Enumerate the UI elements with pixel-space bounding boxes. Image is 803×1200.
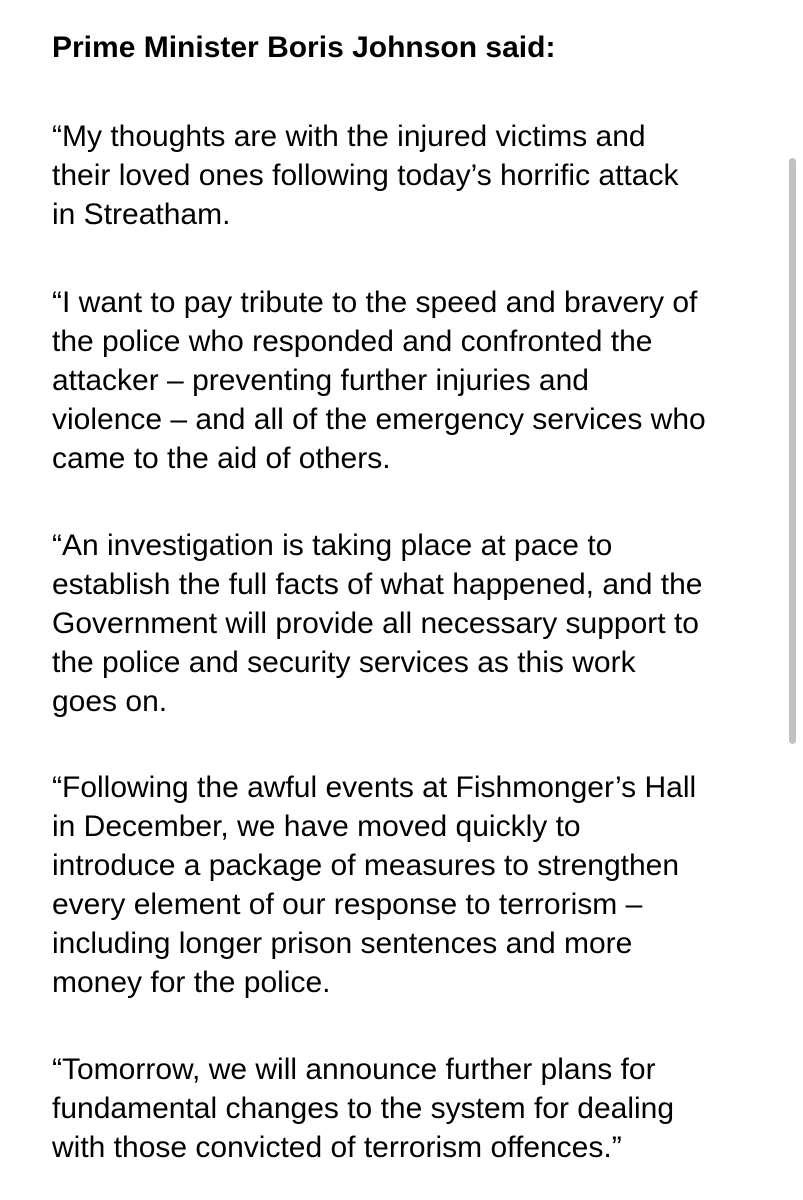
text-line: fundamental changes to the system for dealing xyxy=(52,1092,675,1125)
statement-paragraph-1 xyxy=(52,117,782,234)
statement-paragraph-2 xyxy=(52,283,782,478)
statement-paragraph-5 xyxy=(52,1050,782,1167)
text-line: “Following the awful events at Fishmonger’s Hall xyxy=(52,771,697,804)
text-line: in Streatham. xyxy=(52,198,231,231)
statement-heading: Prime Minister Boris Johnson said: xyxy=(52,31,556,64)
text-line: Government will provide all necessary support to xyxy=(52,607,699,640)
text-line: “An investigation is taking place at pace to xyxy=(52,529,613,562)
text-line: every element of our response to terrorism – xyxy=(52,888,643,921)
text-line: with those convicted of terrorism offences.” xyxy=(52,1131,622,1164)
vertical-scrollbar[interactable] xyxy=(789,158,796,744)
text-line: their loved ones following today’s horrific attack xyxy=(52,159,679,192)
text-line: in December, we have moved quickly to xyxy=(52,810,581,843)
text-line: goes on. xyxy=(52,685,168,718)
text-line: money for the police. xyxy=(52,966,331,999)
text-line: violence – and all of the emergency services who xyxy=(52,403,706,436)
text-line: the police who responded and confronted the xyxy=(52,325,653,358)
text-line: “My thoughts are with the injured victims and xyxy=(52,120,646,153)
text-line: establish the full facts of what happened, and the xyxy=(52,568,703,601)
text-line: the police and security services as this work xyxy=(52,646,636,679)
text-line: “I want to pay tribute to the speed and bravery of xyxy=(52,286,698,319)
text-line: introduce a package of measures to strengthen xyxy=(52,849,680,882)
text-line: including longer prison sentences and more xyxy=(52,927,633,960)
text-line: attacker – preventing further injuries and xyxy=(52,364,589,397)
statement-paragraph-4 xyxy=(52,768,782,1002)
statement-paragraph-3 xyxy=(52,526,782,721)
text-line: “Tomorrow, we will announce further plans for xyxy=(52,1053,656,1086)
text-line: came to the aid of others. xyxy=(52,442,391,475)
